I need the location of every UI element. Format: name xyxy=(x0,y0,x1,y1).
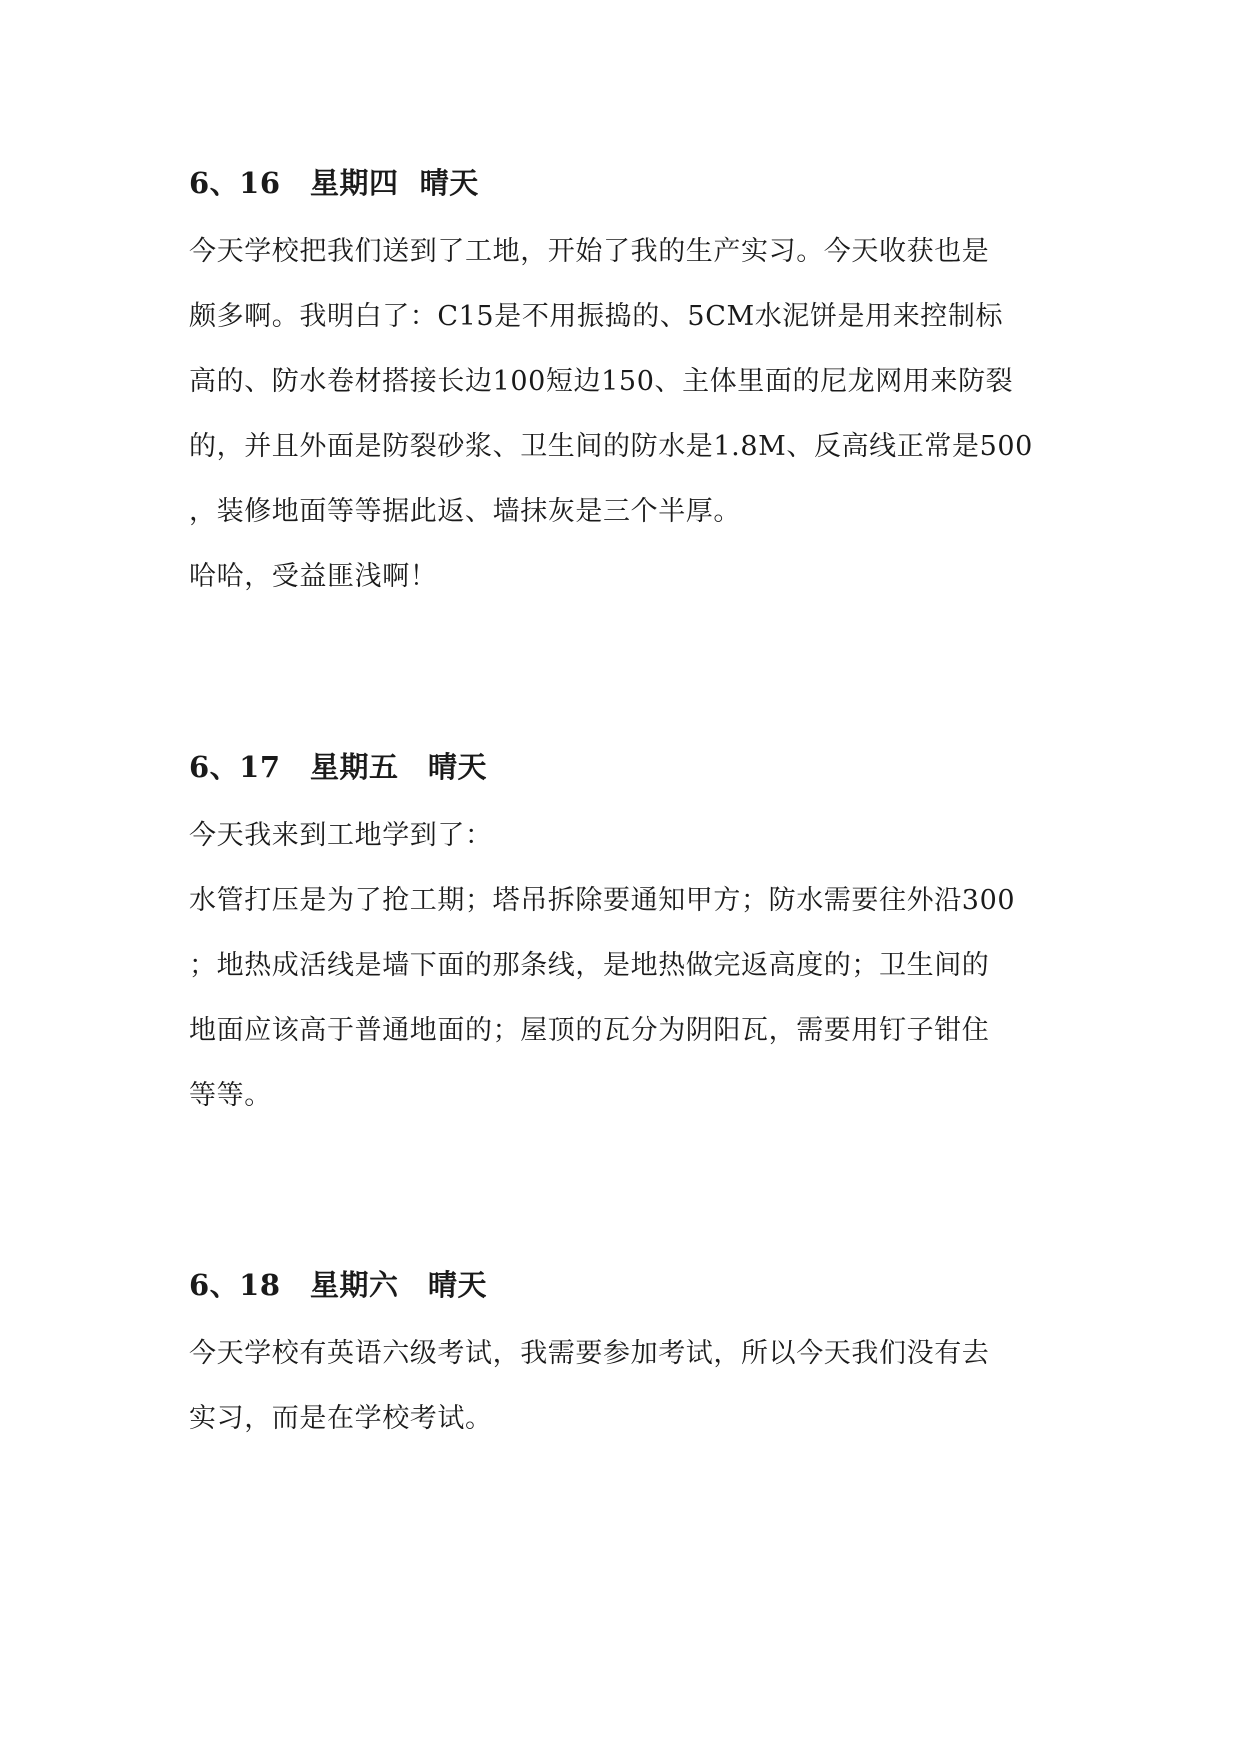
body-line: 今天我来到工地学到了： xyxy=(189,820,493,851)
body-line: 实习，而是在学校考试。 xyxy=(189,1403,493,1434)
entry-title: 6、16 星期四 晴天 xyxy=(189,166,479,200)
body-line: 地面应该高于普通地面的；屋顶的瓦分为阴阳瓦，需要用钉子钳住 xyxy=(189,1015,990,1046)
body-line: 颇多啊。我明白了：C15是不用振捣的、5CM水泥饼是用来控制标 xyxy=(189,301,1004,332)
body-line: 今天学校把我们送到了工地，开始了我的生产实习。今天收获也是 xyxy=(189,236,990,267)
diary-entry xyxy=(189,1265,1069,1451)
diary-entry xyxy=(189,747,1069,1128)
entry-body xyxy=(189,219,1069,609)
entry-title: 6、18 星期六 晴天 xyxy=(189,1268,488,1302)
entry-body xyxy=(189,803,1069,1128)
body-line: 今天学校有英语六级考试，我需要参加考试，所以今天我们没有去 xyxy=(189,1338,990,1369)
body-line: ，装修地面等等据此返、墙抹灰是三个半厚。 xyxy=(189,496,741,527)
body-line: 高的、防水卷材搭接长边100短边150、主体里面的尼龙网用来防裂 xyxy=(189,366,1014,397)
body-line: ；地热成活线是墙下面的那条线，是地热做完返高度的；卫生间的 xyxy=(189,950,990,981)
body-line: 哈哈，受益匪浅啊！ xyxy=(189,561,438,592)
body-line: 水管打压是为了抢工期；塔吊拆除要通知甲方；防水需要往外沿300 xyxy=(189,885,1016,916)
body-line: 等等。 xyxy=(189,1080,272,1111)
diary-entry xyxy=(189,163,1069,609)
entry-body xyxy=(189,1321,1069,1451)
body-line: 的，并且外面是防裂砂浆、卫生间的防水是1.8M、反高线正常是500 xyxy=(189,431,1033,462)
entry-title: 6、17 星期五 晴天 xyxy=(189,750,488,784)
